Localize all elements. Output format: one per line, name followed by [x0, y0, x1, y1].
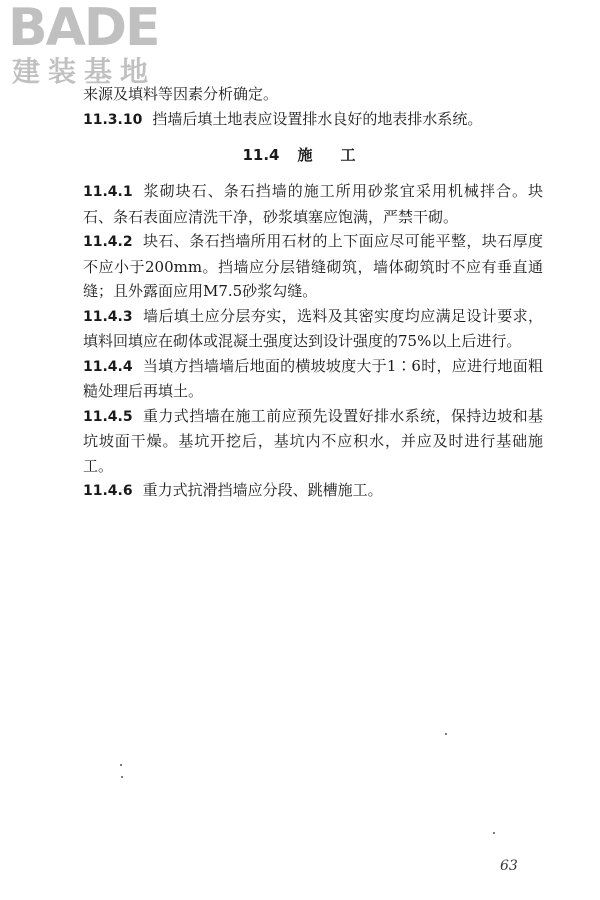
scan-speck: [121, 776, 123, 778]
clause-number: 11.4.6: [83, 483, 133, 499]
clause-text: 挡墙后填土地表应设置排水良好的地表排水系统。: [152, 109, 483, 128]
continued-paragraph: [83, 82, 543, 107]
scan-speck: [445, 733, 447, 735]
clause-text: 当填方挡墙墙后地面的横坡坡度大于1∶6时，应进行地面粗糙处理后再填土。: [83, 356, 543, 400]
scan-speck: [120, 764, 122, 766]
clause-text: 重力式挡墙在施工前应预先设置好排水系统，保持边坡和基坑坡面干燥。基坑开挖后，基坑内不应积水，并应及时进行基础施工。: [83, 406, 543, 475]
clause-11-4-1: [83, 179, 543, 229]
paragraph-text: 来源及填料等因素分析确定。: [83, 85, 279, 103]
scan-speck: [493, 832, 495, 834]
clause-text: 重力式抗滑挡墙应分段、跳槽施工。: [142, 481, 383, 499]
clause-number: 11.4.1: [83, 184, 133, 200]
clause-number: 11.4.3: [83, 308, 133, 325]
clause-11-4-6: [83, 478, 543, 504]
clause-11-3-10: [83, 107, 543, 133]
clause-number: 11.4.4: [83, 358, 133, 375]
watermark-logo-cjk: 建装基地: [12, 55, 157, 88]
clause-11-4-2: [83, 229, 543, 304]
clause-number: 11.3.10: [83, 111, 143, 128]
clause-11-4-5: [83, 404, 543, 479]
clause-number: 11.4.5: [83, 408, 133, 425]
clause-number: 11.4.2: [83, 234, 133, 250]
section-title: 施工: [297, 146, 384, 164]
clause-11-4-3: [83, 304, 543, 354]
section-heading: [83, 144, 543, 165]
section-number: 11.4: [242, 146, 280, 164]
clause-text: 墙后填土应分层夯实，选料及其密实度均应满足设计要求，填料回填应在砌体或混凝土强度达到设计强度的75%以上后进行。: [83, 306, 543, 350]
page-body: [83, 82, 543, 504]
clause-text: 块石、条石挡墙所用石材的上下面应尽可能平整，块石厚度不应小于200mm。挡墙应分层错缝砌筑，墙体砌筑时不应有垂直通缝；且外露面应用M7.5砂浆勾缝。: [83, 232, 543, 300]
clause-11-4-4: [83, 354, 543, 404]
watermark-logo-latin: BADE: [8, 0, 159, 58]
page-number: 63: [500, 858, 518, 874]
clause-text: 浆砌块石、条石挡墙的施工所用砂浆宜采用机械拌合。块石、条石表面应清洗干净，砂浆填塞应饱满，严禁干砌。: [83, 182, 543, 226]
